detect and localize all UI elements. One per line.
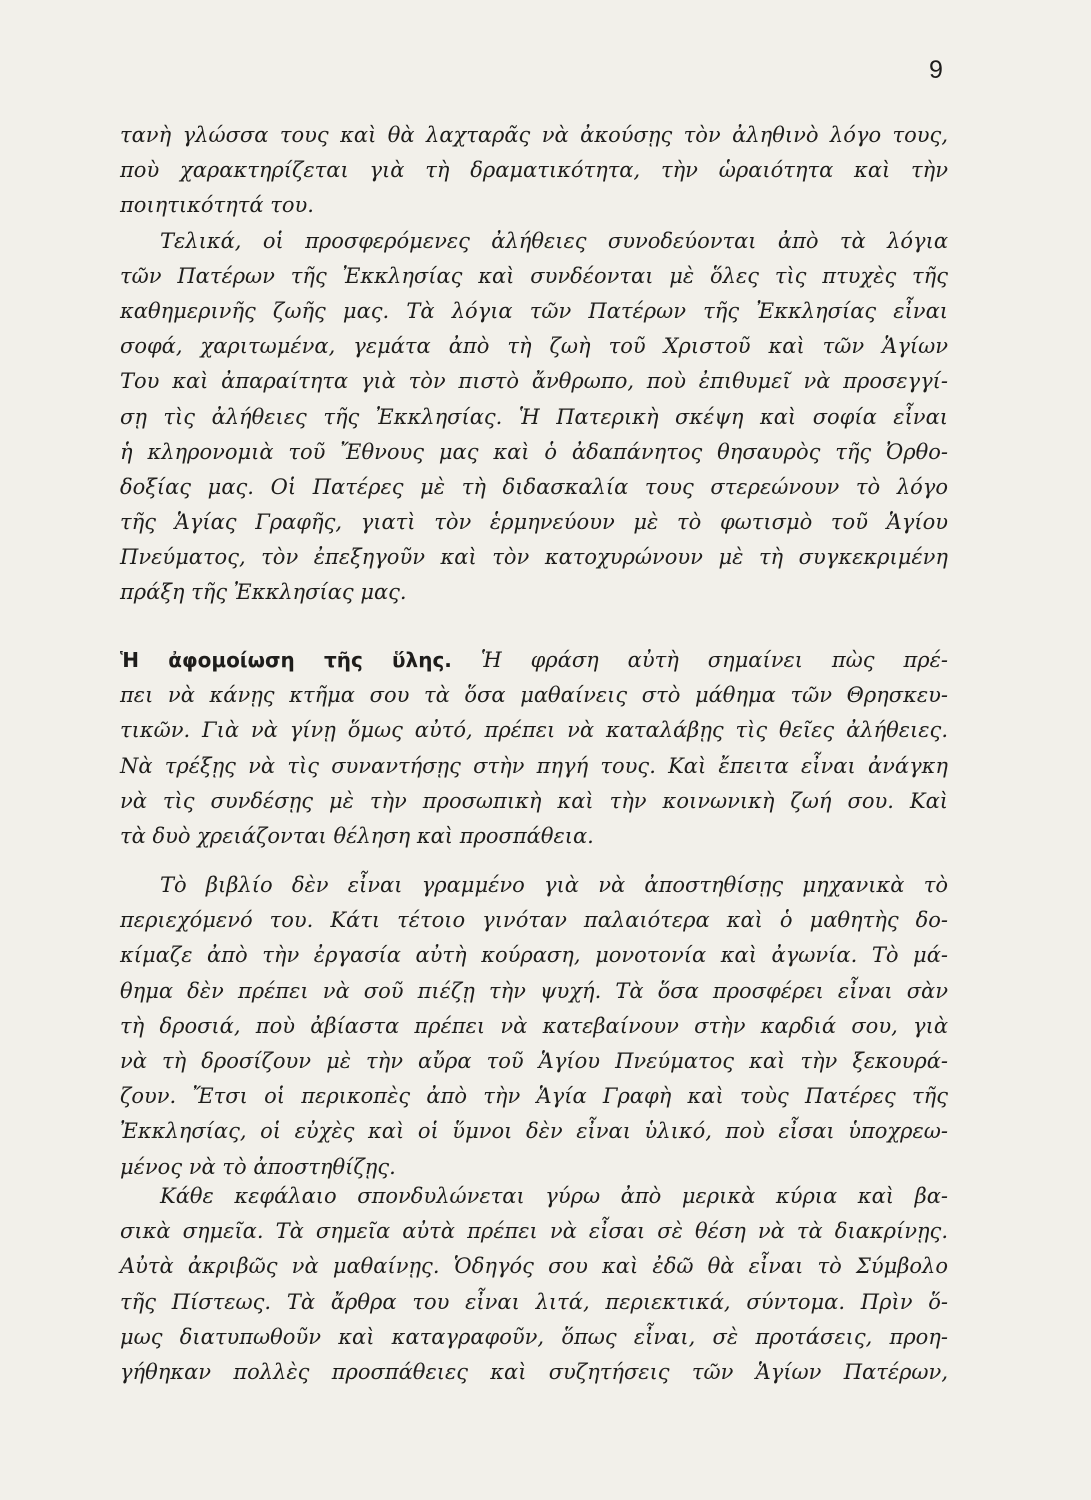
text-line: καθημερινῆς ζωῆς μας. Τὰ λόγια τῶν Πατέρων τῆς Ἐκκλησίας εἶναι [120,298,948,323]
text-line: νὰ τὶς συνδέσῃς μὲ τὴν προσωπικὴ καὶ τὴν κοινωνικὴ ζωή σου. Καὶ [120,788,948,813]
paragraph-chapter [120,1179,948,1390]
text-line: κίμαζε ἀπὸ τὴν ἐργασία αὐτὴ κούραση, μονοτονία καὶ ἀγωνία. Τὸ μά- [120,943,948,968]
text-line: ποὺ χαρακτηρίζεται γιὰ τὴ δραματικότητα, τὴν ὡραιότητα καὶ τὴν [120,158,948,183]
text-line: Τὸ βιβλίο δὲν εἶναι γραμμένο γιὰ νὰ ἀποστηθίσῃς μηχανικὰ τὸ [160,873,948,897]
text-line: τὰ δυὸ χρειάζονται θέληση καὶ προσπάθεια. [120,823,594,848]
text-line: ζουν. Ἔτσι οἱ περικοπὲς ἀπὸ τὴν Ἁγία Γραφὴ καὶ τοὺς Πατέρες τῆς [120,1084,948,1109]
page-number: 9 [929,56,943,84]
text-line: τῶν Πατέρων τῆς Ἐκκλησίας καὶ συνδέονται μὲ ὅλες τὶς πτυχὲς τῆς [120,263,948,288]
text-line: σῃ τὶς ἀλήθειες τῆς Ἐκκλησίας. Ἡ Πατερικὴ σκέψη καὶ σοφία εἶναι [120,404,948,429]
text-line: ἡ κληρονομιὰ τοῦ Ἔθνους μας καὶ ὁ ἀδαπάνητος θησαυρὸς τῆς Ὀρθο- [120,439,948,464]
section-heading: Ἡ ἀφομοίωση τῆς ὕλης. [120,648,452,672]
text-line: Ἐκκλησίας, οἱ εὐχὲς καὶ οἱ ὕμνοι δὲν εἶναι ὑλικό, ποὺ εἶσαι ὑποχρεω- [120,1119,948,1144]
text-line: τῆς Πίστεως. Τὰ ἄρθρα του εἶναι λιτά, περιεκτικά, σύντομα. Πρὶν ὅ- [120,1289,948,1314]
text-line: σικὰ σημεῖα. Τὰ σημεῖα αὐτὰ πρέπει νὰ εἶσαι σὲ θέση νὰ τὰ διακρίνῃς. [120,1219,948,1244]
section-assimilation [120,643,948,854]
text-block-top [120,118,948,611]
text-line: Νὰ τρέξῃς νὰ τὶς συναντήσῃς στὴν πηγή τους. Καὶ ἔπειτα εἶναι ἀνάγκη [120,753,948,778]
text-line: Του καὶ ἀπαραίτητα γιὰ τὸν πιστὸ ἄνθρωπο, ποὺ ἐπιθυμεῖ νὰ προσεγγί- [120,369,948,394]
text-line: τικῶν. Γιὰ νὰ γίνῃ ὅμως αὐτό, πρέπει νὰ καταλάβῃς τὶς θεῖες ἀλήθειες. [120,718,948,743]
text-line: Κάθε κεφάλαιο σπονδυλώνεται γύρω ἀπὸ μερικὰ κύρια καὶ βα- [160,1184,948,1208]
text-line: τανὴ γλώσσα τους καὶ θὰ λαχταρᾶς νὰ ἀκούσῃς τὸν ἀληθινὸ λόγο τους, [120,123,948,147]
text-line: πει νὰ κάνῃς κτῆμα σου τὰ ὅσα μαθαίνεις στὸ μάθημα τῶν Θρησκευ- [120,683,948,708]
paragraph-book [120,868,948,1185]
text-line: μως διατυπωθοῦν καὶ καταγραφοῦν, ὅπως εἶναι, σὲ προτάσεις, προη- [120,1324,948,1349]
text-line: τῆς Ἁγίας Γραφῆς, γιατὶ τὸν ἑρμηνεύουν μὲ τὸ φωτισμὸ τοῦ Ἁγίου [120,510,948,535]
text-line: σοφά, χαριτωμένα, γεμάτα ἀπὸ τὴ ζωὴ τοῦ Χριστοῦ καὶ τῶν Ἁγίων [120,334,948,359]
section-first-line [120,643,948,678]
text-line: μένος νὰ τὸ ἀποστηθίζῃς. [120,1154,396,1179]
text-line: γήθηκαν πολλὲς προσπάθειες καὶ συζητήσεις τῶν Ἁγίων Πατέρων, [120,1359,948,1384]
text-line: ποιητικότητά του. [120,193,314,218]
text-line: Πνεύματος, τὸν ἐπεξηγοῦν καὶ τὸν κατοχυρώνουν μὲ τὴ συγκεκριμένη [120,545,948,570]
text-line: νὰ τὴ δροσίζουν μὲ τὴν αὔρα τοῦ Ἁγίου Πνεύματος καὶ τὴν ξεκουρά- [120,1048,948,1073]
text-line: Αὐτὰ ἀκριβῶς νὰ μαθαίνῃς. Ὁδηγός σου καὶ ἐδῶ θὰ εἶναι τὸ Σύμβολο [120,1254,948,1279]
text-line: πράξη τῆς Ἐκκλησίας μας. [120,580,407,605]
text-line: τὴ δροσιά, ποὺ ἀβίαστα πρέπει νὰ κατεβαίνουν στὴν καρδιά σου, γιὰ [120,1013,948,1038]
text-line: θημα δὲν πρέπει νὰ σοῦ πιέζῃ τὴν ψυχή. Τὰ ὅσα προσφέρει εἶναι σὰν [120,978,948,1003]
text-line: Τελικά, οἱ προσφερόμενες ἀλήθειες συνοδεύονται ἀπὸ τὰ λόγια [160,228,948,253]
section-first-line-text: Ἡ φράση αὐτὴ σημαίνει πὼς πρέ- [480,648,948,672]
text-line: περιεχόμενό του. Κάτι τέτοιο γινόταν παλαιότερα καὶ ὁ μαθητὴς δο- [120,908,948,933]
text-line: δοξίας μας. Οἱ Πατέρες μὲ τὴ διδασκαλία τους στερεώνουν τὸ λόγο [120,474,948,499]
